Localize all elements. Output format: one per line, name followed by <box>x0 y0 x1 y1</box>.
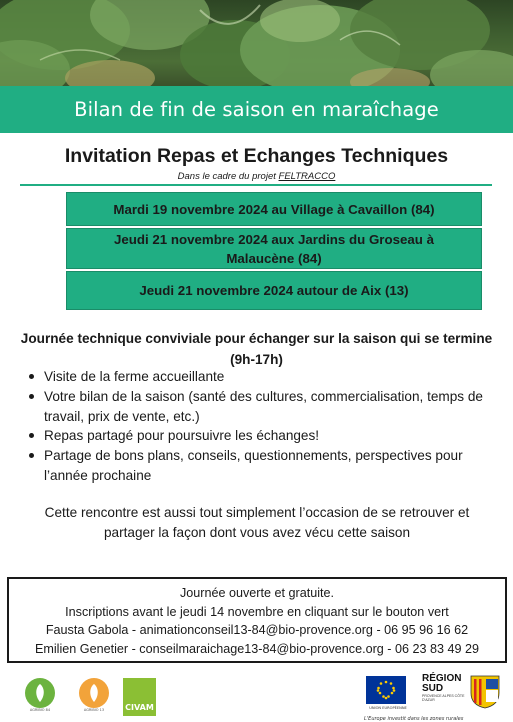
contact-fausta[interactable]: Fausta Gabola - animationconseil13-84@bio-provence.org - 06 95 96 16 62 <box>45 623 469 637</box>
bullet-icon <box>29 374 34 379</box>
bullet-icon <box>29 453 34 458</box>
registration-info-box <box>7 577 507 663</box>
region-subtitle: PROVENCE ALPES CÔTE D'AZUR <box>422 694 465 702</box>
contact-emilien[interactable]: Emilien Genetier - conseilmaraichage13-84@bio-provence.org - 06 23 83 49 29 <box>34 641 480 656</box>
region-sud-logo <box>422 674 466 702</box>
agribio13-label: AGRIBIO 13 <box>83 708 105 712</box>
list-item <box>24 387 498 427</box>
agribio84-logo <box>20 678 60 712</box>
eu-tagline: L'Europe investit dans les zones rurales <box>364 716 464 722</box>
list-item-text: Partage de bons plans, conseils, questionnements, perspectives pour l’année prochaine <box>44 448 463 483</box>
agribio13-logo <box>74 678 114 712</box>
invitation-title: Invitation Repas et Echanges Techniques <box>64 145 449 167</box>
agribio13-icon <box>79 678 109 708</box>
region-name-line2: SUD <box>422 683 444 694</box>
bullet-icon <box>29 433 34 438</box>
date-button-cavaillon[interactable]: Mardi 19 novembre 2024 au Village à Cavaillon (84) <box>66 192 482 226</box>
list-item <box>24 446 498 486</box>
list-item <box>24 367 498 387</box>
closing-paragraph: Cette rencontre est aussi tout simplement l’occasion de se retrouver et partager la façon dont vous avez vécu cette saison <box>44 505 470 540</box>
civam-logo <box>123 678 156 716</box>
eu-label: UNION EUROPÉENNE <box>369 706 407 710</box>
list-item-text: Votre bilan de la saison (santé des cultures, commercialisation, temps de travail, prix de vente, etc.) <box>44 388 483 424</box>
bullet-icon <box>29 394 34 399</box>
project-link[interactable]: FELTRACCO <box>278 171 336 182</box>
title-banner <box>0 86 513 133</box>
civam-label: CIVAM <box>125 703 154 712</box>
list-item <box>24 426 498 446</box>
partner-logos <box>0 670 513 722</box>
program-intro: Journée technique conviviale pour échanger sur la saison qui se termine (9h-17h) <box>20 331 493 367</box>
hero-image <box>0 0 513 88</box>
program-list <box>24 367 498 486</box>
region-name-line1: RÉGION <box>422 673 462 684</box>
subtitle-prefix: Dans le cadre du projet <box>177 171 279 182</box>
info-open-free: Journée ouverte et gratuite. <box>179 586 335 600</box>
banner-title: Bilan de fin de saison en maraîchage <box>74 98 439 121</box>
date-button-aix[interactable]: Jeudi 21 novembre 2024 autour de Aix (13) <box>66 271 482 310</box>
agribio84-label: AGRIBIO 84 <box>29 708 51 712</box>
list-item-text: Visite de la ferme accueillante <box>44 369 225 384</box>
title-divider <box>20 184 492 186</box>
list-item-text: Repas partagé pour poursuivre les échanges! <box>44 428 320 444</box>
project-subtitle <box>0 171 513 182</box>
date-button-malaucene[interactable]: Jeudi 21 novembre 2024 aux Jardins du Groseau à Malaucène (84) <box>66 228 482 269</box>
leaves-illustration <box>0 0 513 88</box>
eu-flag-icon <box>366 676 406 704</box>
region-shield-icon <box>470 675 500 709</box>
agribio84-icon <box>25 678 55 708</box>
info-registration: Inscriptions avant le jeudi 14 novembre en cliquant sur le bouton vert <box>65 604 449 619</box>
